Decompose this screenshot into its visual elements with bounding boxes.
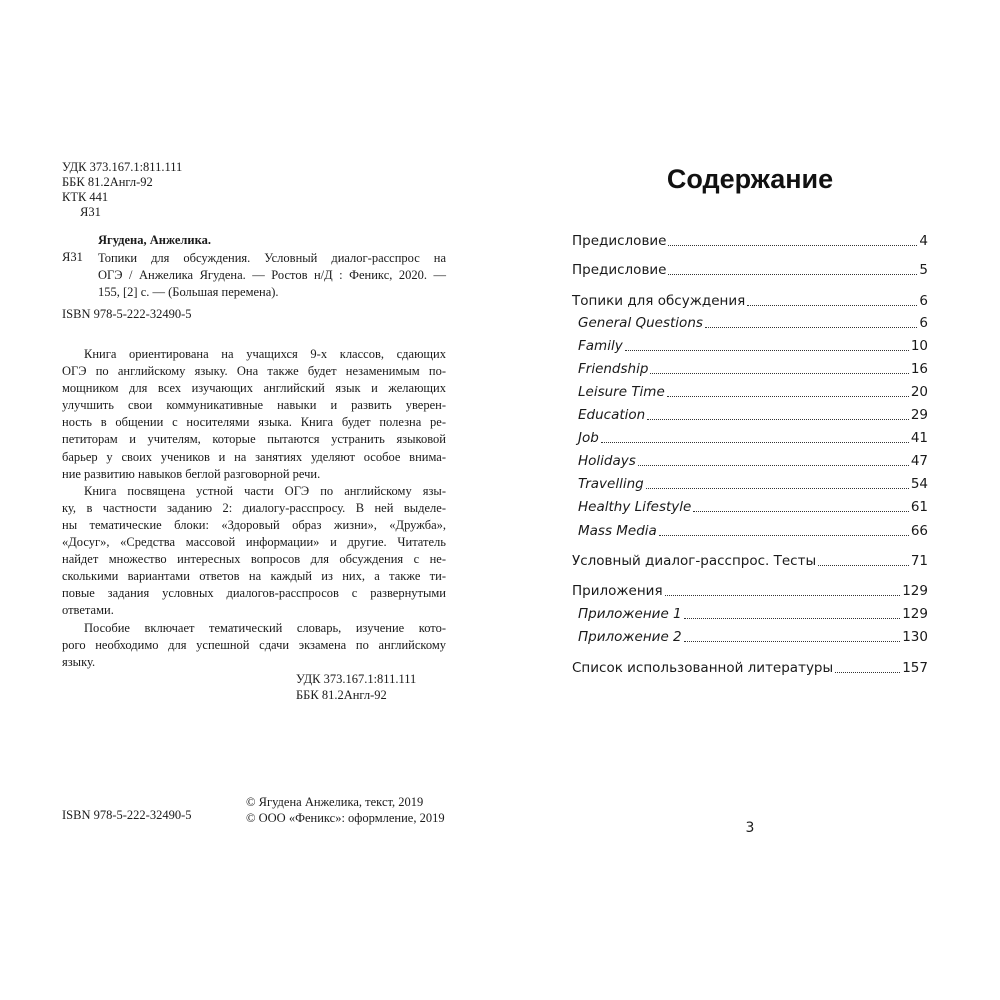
leader-dots [638, 464, 909, 466]
toc-subentry[interactable] [578, 337, 928, 355]
ktk-code: КТК 441 [62, 190, 109, 204]
description-code: Я31 [62, 250, 83, 264]
leader-dots [705, 326, 917, 328]
author-code: Я31 [80, 205, 101, 219]
toc-entry-page: 71 [910, 553, 928, 569]
annotation-line: повые задания условных диалогов-расспросов с развернутыми [62, 586, 446, 601]
toc-entry-page: 129 [902, 583, 928, 599]
leader-dots [625, 349, 909, 351]
toc-entry[interactable] [572, 292, 928, 310]
toc-entry-label: General Questions [578, 315, 703, 331]
description-line: Топики для обсуждения. Условный диалог-расспрос на [98, 251, 446, 265]
bbk-code: ББК 81.2Англ-92 [62, 175, 153, 189]
toc-entry-label: Mass Media [578, 523, 657, 539]
toc-subentry[interactable] [578, 498, 928, 516]
udk-code-bottom: УДК 373.167.1:811.111 [296, 672, 417, 686]
copyright-block [246, 794, 445, 826]
copyright-design: © ООО «Феникс»: оформление, 2019 [246, 811, 445, 825]
toc-subentry[interactable] [578, 383, 928, 401]
toc-entry-label: Family [578, 338, 623, 354]
toc-subentry[interactable] [578, 475, 928, 493]
toc-entry-page: 66 [910, 523, 928, 539]
toc-subentry[interactable] [578, 628, 928, 646]
toc-entry-label: Список использованной литературы [572, 660, 834, 676]
toc-entry-page: 157 [902, 660, 928, 676]
annotation-line: мощником для всех изучающих английский язык и желающих [62, 381, 446, 396]
toc-entry-page: 130 [902, 629, 928, 645]
toc-entry-page: 16 [910, 361, 928, 377]
toc-entry-page: 4 [919, 233, 928, 249]
leader-dots [835, 671, 900, 673]
leader-dots [668, 273, 917, 275]
leader-dots [747, 304, 917, 306]
toc-entry-page: 5 [919, 262, 928, 278]
toc-subentry[interactable] [578, 452, 928, 470]
udk-code: УДК 373.167.1:811.111 [62, 160, 183, 174]
toc-entry-label: Предисловие [572, 233, 667, 249]
toc-subentry[interactable] [578, 360, 928, 378]
leader-dots [659, 534, 909, 536]
toc-entry-label: Holidays [578, 453, 636, 469]
leader-dots [684, 640, 901, 642]
toc-entry-page: 54 [910, 476, 928, 492]
annotation-line: петиторам и учителям, которые пытаются устранить языковой [62, 432, 446, 447]
annotation-line: Пособие включает тематический словарь, изучение кото- [84, 620, 446, 635]
toc-subentry[interactable] [578, 522, 928, 540]
page-number: 3 [745, 820, 755, 836]
annotation-line: ность в общении с носителями языка. Книга будет полезна ре- [62, 415, 446, 430]
toc-entry[interactable] [572, 582, 928, 600]
isbn-top: ISBN 978-5-222-32490-5 [62, 307, 192, 321]
toc-entry-page: 41 [910, 430, 928, 446]
annotation-line: сколькими вариантами ответов на каждый из них, а также ти- [62, 569, 446, 584]
toc-entry-label: Healthy Lifestyle [578, 499, 692, 515]
toc-subentry[interactable] [578, 605, 928, 623]
leader-dots [668, 244, 917, 246]
toc-entry[interactable] [572, 552, 928, 570]
annotation-line: барьер у своих учеников и на занятиях уделяют особое внима- [62, 449, 446, 464]
toc-subentry[interactable] [578, 429, 928, 447]
toc-entry-label: Travelling [578, 476, 644, 492]
annotation-line: найдет множество интересных вопросов для обсуждения с не- [62, 552, 446, 567]
toc-entry-label: Приложения [572, 583, 663, 599]
classification-block [296, 671, 416, 703]
toc-entry-page: 129 [902, 606, 928, 622]
toc-entry-page: 47 [910, 453, 928, 469]
annotation [62, 346, 446, 671]
toc-entry-label: Приложение 2 [578, 629, 682, 645]
annotation-line: ОГЭ по английскому языку. Она также будет незаменимым по- [62, 364, 446, 379]
bbk-code-bottom: ББК 81.2Англ-92 [296, 688, 387, 702]
leader-dots [667, 395, 909, 397]
annotation-line: ку, в частности заданию 2: диалогу-расспросу. В ней выделе- [62, 500, 446, 515]
toc-title: Содержание [666, 164, 834, 194]
leader-dots [650, 372, 908, 374]
leader-dots [646, 487, 909, 489]
toc-entry-label: Условный диалог-расспрос. Тесты [572, 553, 817, 569]
toc-subentry[interactable] [578, 406, 928, 424]
description-line: 155, [2] с. — (Большая перемена). [98, 285, 279, 299]
toc-entry-label: Leisure Time [578, 384, 665, 400]
annotation-line: улучшить свои коммуникативные навыки и развить уверен- [62, 398, 446, 413]
toc-entry[interactable] [572, 232, 928, 250]
toc-entry-label: Education [578, 407, 646, 423]
toc-entry-page: 20 [910, 384, 928, 400]
description-line: ОГЭ / Анжелика Ягудена. — Ростов н/Д : Феникс, 2020. — [98, 268, 446, 282]
leader-dots [647, 418, 909, 420]
toc-entry[interactable] [572, 261, 928, 279]
toc-entry-label: Приложение 1 [578, 606, 682, 622]
copyright-text: © Ягудена Анжелика, текст, 2019 [246, 795, 424, 809]
leader-dots [601, 441, 909, 443]
toc-entry-label: Job [578, 430, 599, 446]
annotation-line: рого необходимо для успешной сдачи экзамена по английскому [62, 637, 446, 652]
isbn-bottom: ISBN 978-5-222-32490-5 [62, 808, 192, 822]
toc-subentry[interactable] [578, 314, 928, 332]
toc-entry-label: Предисловие [572, 262, 667, 278]
bibliographic-description [98, 250, 446, 301]
toc-entry-page: 61 [910, 499, 928, 515]
annotation-line: ние развитию навыков беглой разговорной речи. [62, 466, 321, 481]
leader-dots [818, 564, 909, 566]
toc-entry-page: 6 [919, 293, 928, 309]
annotation-line: ответами. [62, 603, 114, 618]
toc-entry-page: 29 [910, 407, 928, 423]
annotation-line: языку. [62, 654, 96, 669]
leader-dots [693, 510, 908, 512]
contents-page [500, 0, 1000, 1000]
author-name: Ягудена, Анжелика. [98, 233, 212, 247]
toc-entry[interactable] [572, 659, 928, 677]
annotation-line: Книга посвящена устной части ОГЭ по английскому язы- [84, 483, 446, 498]
annotation-line: «Досуг», «Средства массовой информации» и другие. Читатель [62, 535, 446, 550]
annotation-line: ны тематические блоки: «Здоровый образ жизни», «Дружба», [62, 517, 446, 532]
toc-entry-page: 10 [910, 338, 928, 354]
leader-dots [684, 617, 901, 619]
annotation-line: Книга ориентирована на учащихся 9-х классов, сдающих [84, 347, 446, 361]
toc-entry-page: 6 [919, 315, 928, 331]
leader-dots [665, 594, 901, 596]
toc-entry-label: Friendship [578, 361, 649, 377]
toc-entry-label: Топики для обсуждения [572, 293, 746, 309]
